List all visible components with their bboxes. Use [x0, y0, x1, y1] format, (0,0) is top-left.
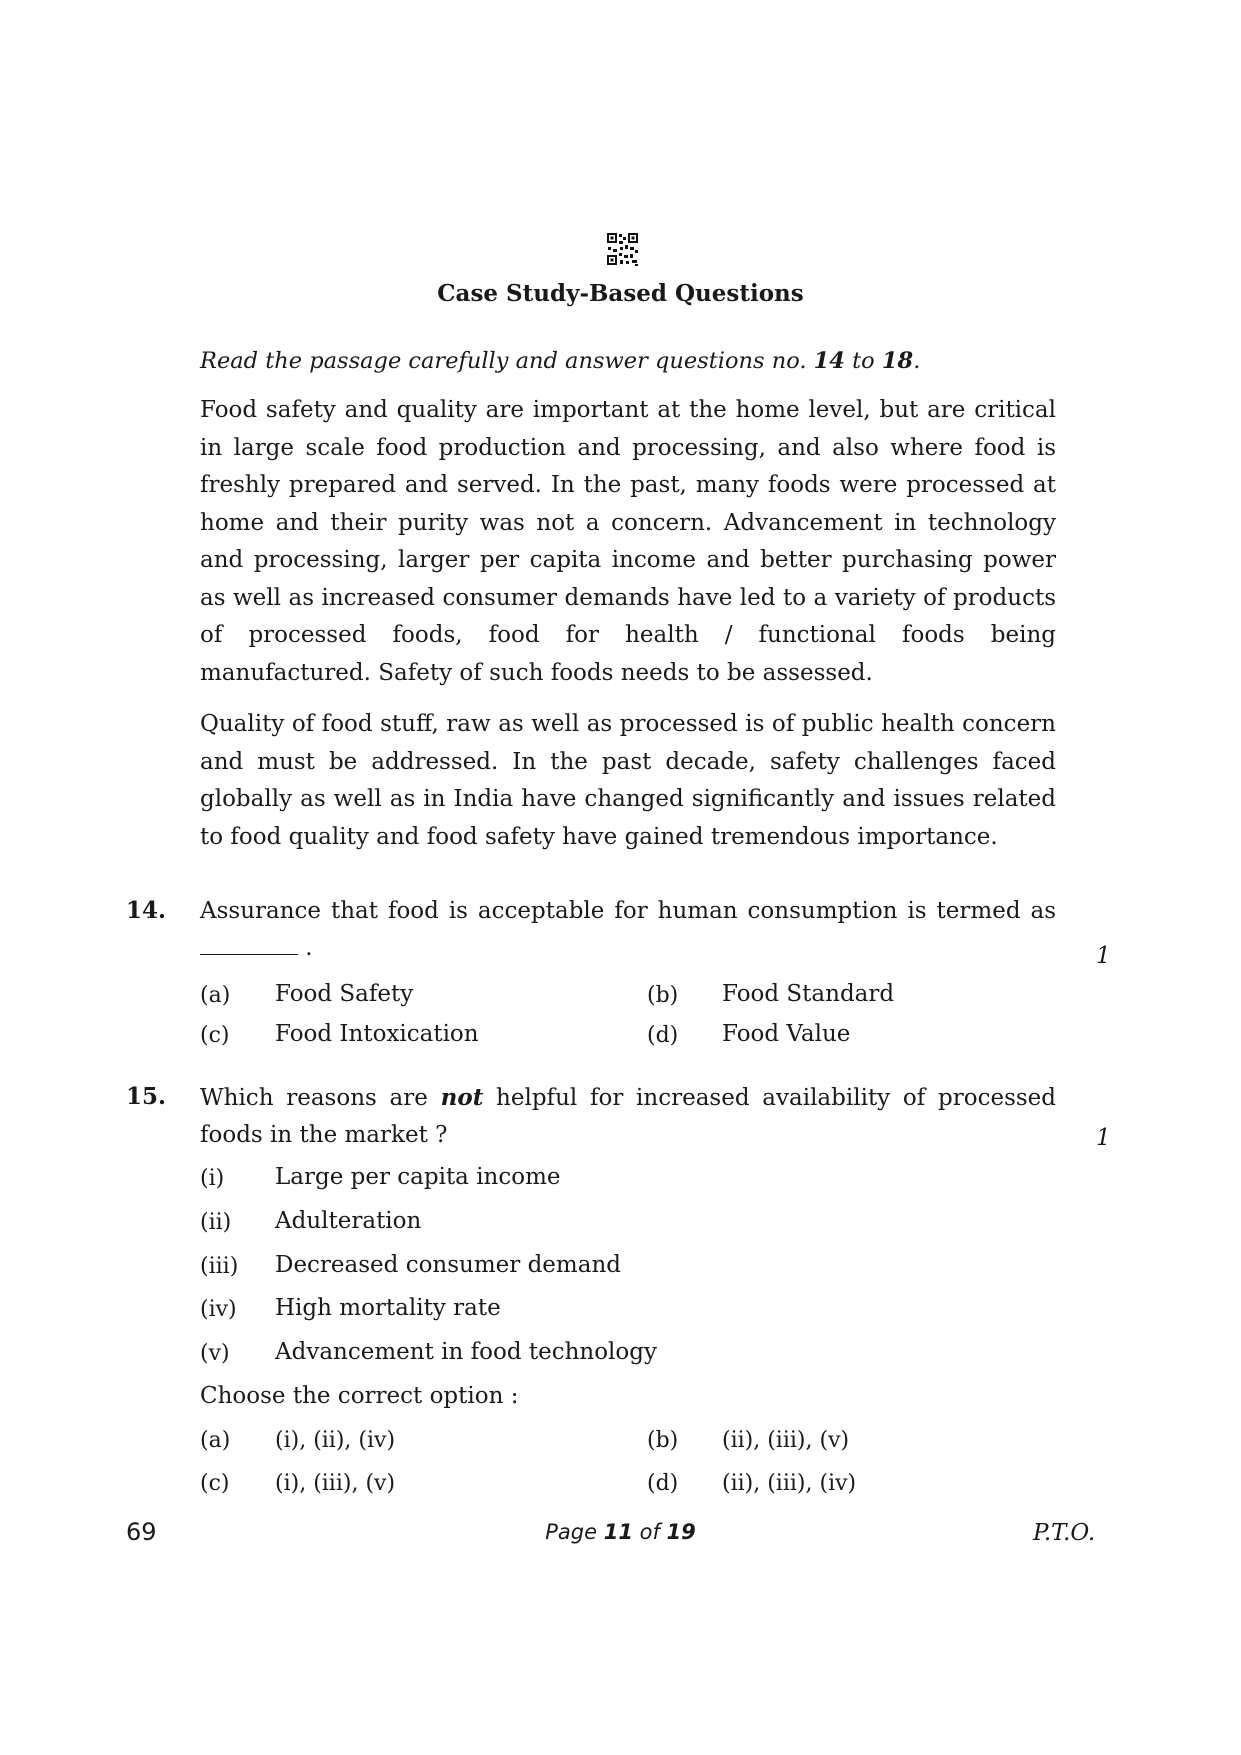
q15-item-iv-label: (iv) — [200, 1297, 237, 1322]
q15-option-c-text: (i), (iii), (v) — [275, 1471, 396, 1496]
instruction-from: 14 — [813, 348, 845, 374]
q14-option-c-label: (c) — [200, 1023, 230, 1048]
q15-item-ii-label: (ii) — [200, 1210, 232, 1235]
q15-option-a-label: (a) — [200, 1428, 231, 1453]
q15-option-b-text: (ii), (iii), (v) — [722, 1428, 850, 1453]
question-14-marks: 1 — [1096, 943, 1111, 969]
passage-paragraph-1: Food safety and quality are important at the home level, but are critical in large scale food production and processing, and also where food is freshly prepared and served. In the past, many foods were processed at home and their purity was not a concern. Advancement in technology and processing, larger per capita income and better purchasing power as well as increased consumer demands have led to a variety of products of processed foods, food for health / functional foods being manufactured. Safety of such foods needs to be assessed. — [200, 397, 1056, 686]
page-mid: of — [632, 1520, 667, 1544]
q14-option-d-text: Food Value — [722, 1021, 851, 1047]
question-15-number: 15. — [126, 1083, 167, 1110]
question-14-line2-suffix: . — [298, 935, 313, 961]
page-current: 11 — [603, 1520, 633, 1544]
question-15-line2: foods in the market ? — [200, 1122, 448, 1148]
q15-option-d-text: (ii), (iii), (iv) — [722, 1471, 857, 1496]
q15-item-v-text: Advancement in food technology — [275, 1339, 657, 1365]
question-15-line1-before: Which reasons are — [200, 1085, 441, 1111]
instruction-mid: to — [844, 348, 882, 374]
q14-option-a-text: Food Safety — [275, 981, 414, 1007]
q14-option-d-label: (d) — [647, 1023, 679, 1048]
question-14-text — [200, 893, 1056, 967]
pto-label: P.T.O. — [1033, 1520, 1096, 1546]
q14-option-b-label: (b) — [647, 983, 679, 1008]
q14-option-b-text: Food Standard — [722, 981, 895, 1007]
qr-code-icon — [606, 232, 639, 267]
instruction-suffix: . — [913, 348, 921, 374]
q14-option-c-text: Food Intoxication — [275, 1021, 479, 1047]
question-14-number: 14. — [126, 897, 167, 924]
instruction — [200, 348, 920, 374]
q15-item-iv-text: High mortality rate — [275, 1295, 501, 1321]
question-14-line2 — [200, 930, 1056, 967]
paper-code: 69 — [126, 1518, 157, 1546]
instruction-to: 18 — [881, 348, 914, 374]
question-14-line1: Assurance that food is acceptable for human consumption is termed as — [200, 898, 1056, 924]
q15-option-a-text: (i), (ii), (iv) — [275, 1428, 396, 1453]
q15-item-iii-label: (iii) — [200, 1254, 239, 1279]
q15-item-v-label: (v) — [200, 1341, 230, 1366]
passage-paragraph-2: Quality of food stuff, raw as well as processed is of public health concern and must be addressed. In the past decade, safety challenges faced globally as well as in India have changed significantly and issues related to food quality and food safety have gained tremendous importance. — [200, 711, 1056, 850]
q15-item-ii-text: Adulteration — [275, 1208, 422, 1234]
question-15-marks: 1 — [1096, 1125, 1111, 1151]
instruction-prefix: Read the passage carefully and answer questions no. — [200, 348, 814, 374]
q15-option-d-label: (d) — [647, 1471, 679, 1496]
section-heading: Case Study-Based Questions — [437, 280, 804, 307]
page-total: 19 — [666, 1520, 696, 1544]
question-15-line1-after: helpful for increased availability of processed — [483, 1085, 1057, 1111]
q15-option-c-label: (c) — [200, 1471, 230, 1496]
question-15-text — [200, 1079, 1056, 1154]
question-15-emphasis: not — [440, 1084, 484, 1111]
q14-option-a-label: (a) — [200, 983, 231, 1008]
q15-item-iii-text: Decreased consumer demand — [275, 1252, 621, 1278]
q15-item-i-label: (i) — [200, 1166, 225, 1191]
q15-option-b-label: (b) — [647, 1428, 679, 1453]
answer-blank — [200, 936, 298, 955]
question-15-line1 — [200, 1079, 1056, 1117]
q15-choose-prompt: Choose the correct option : — [200, 1383, 519, 1409]
q15-item-i-text: Large per capita income — [275, 1164, 561, 1190]
page-prefix: Page — [545, 1520, 604, 1544]
